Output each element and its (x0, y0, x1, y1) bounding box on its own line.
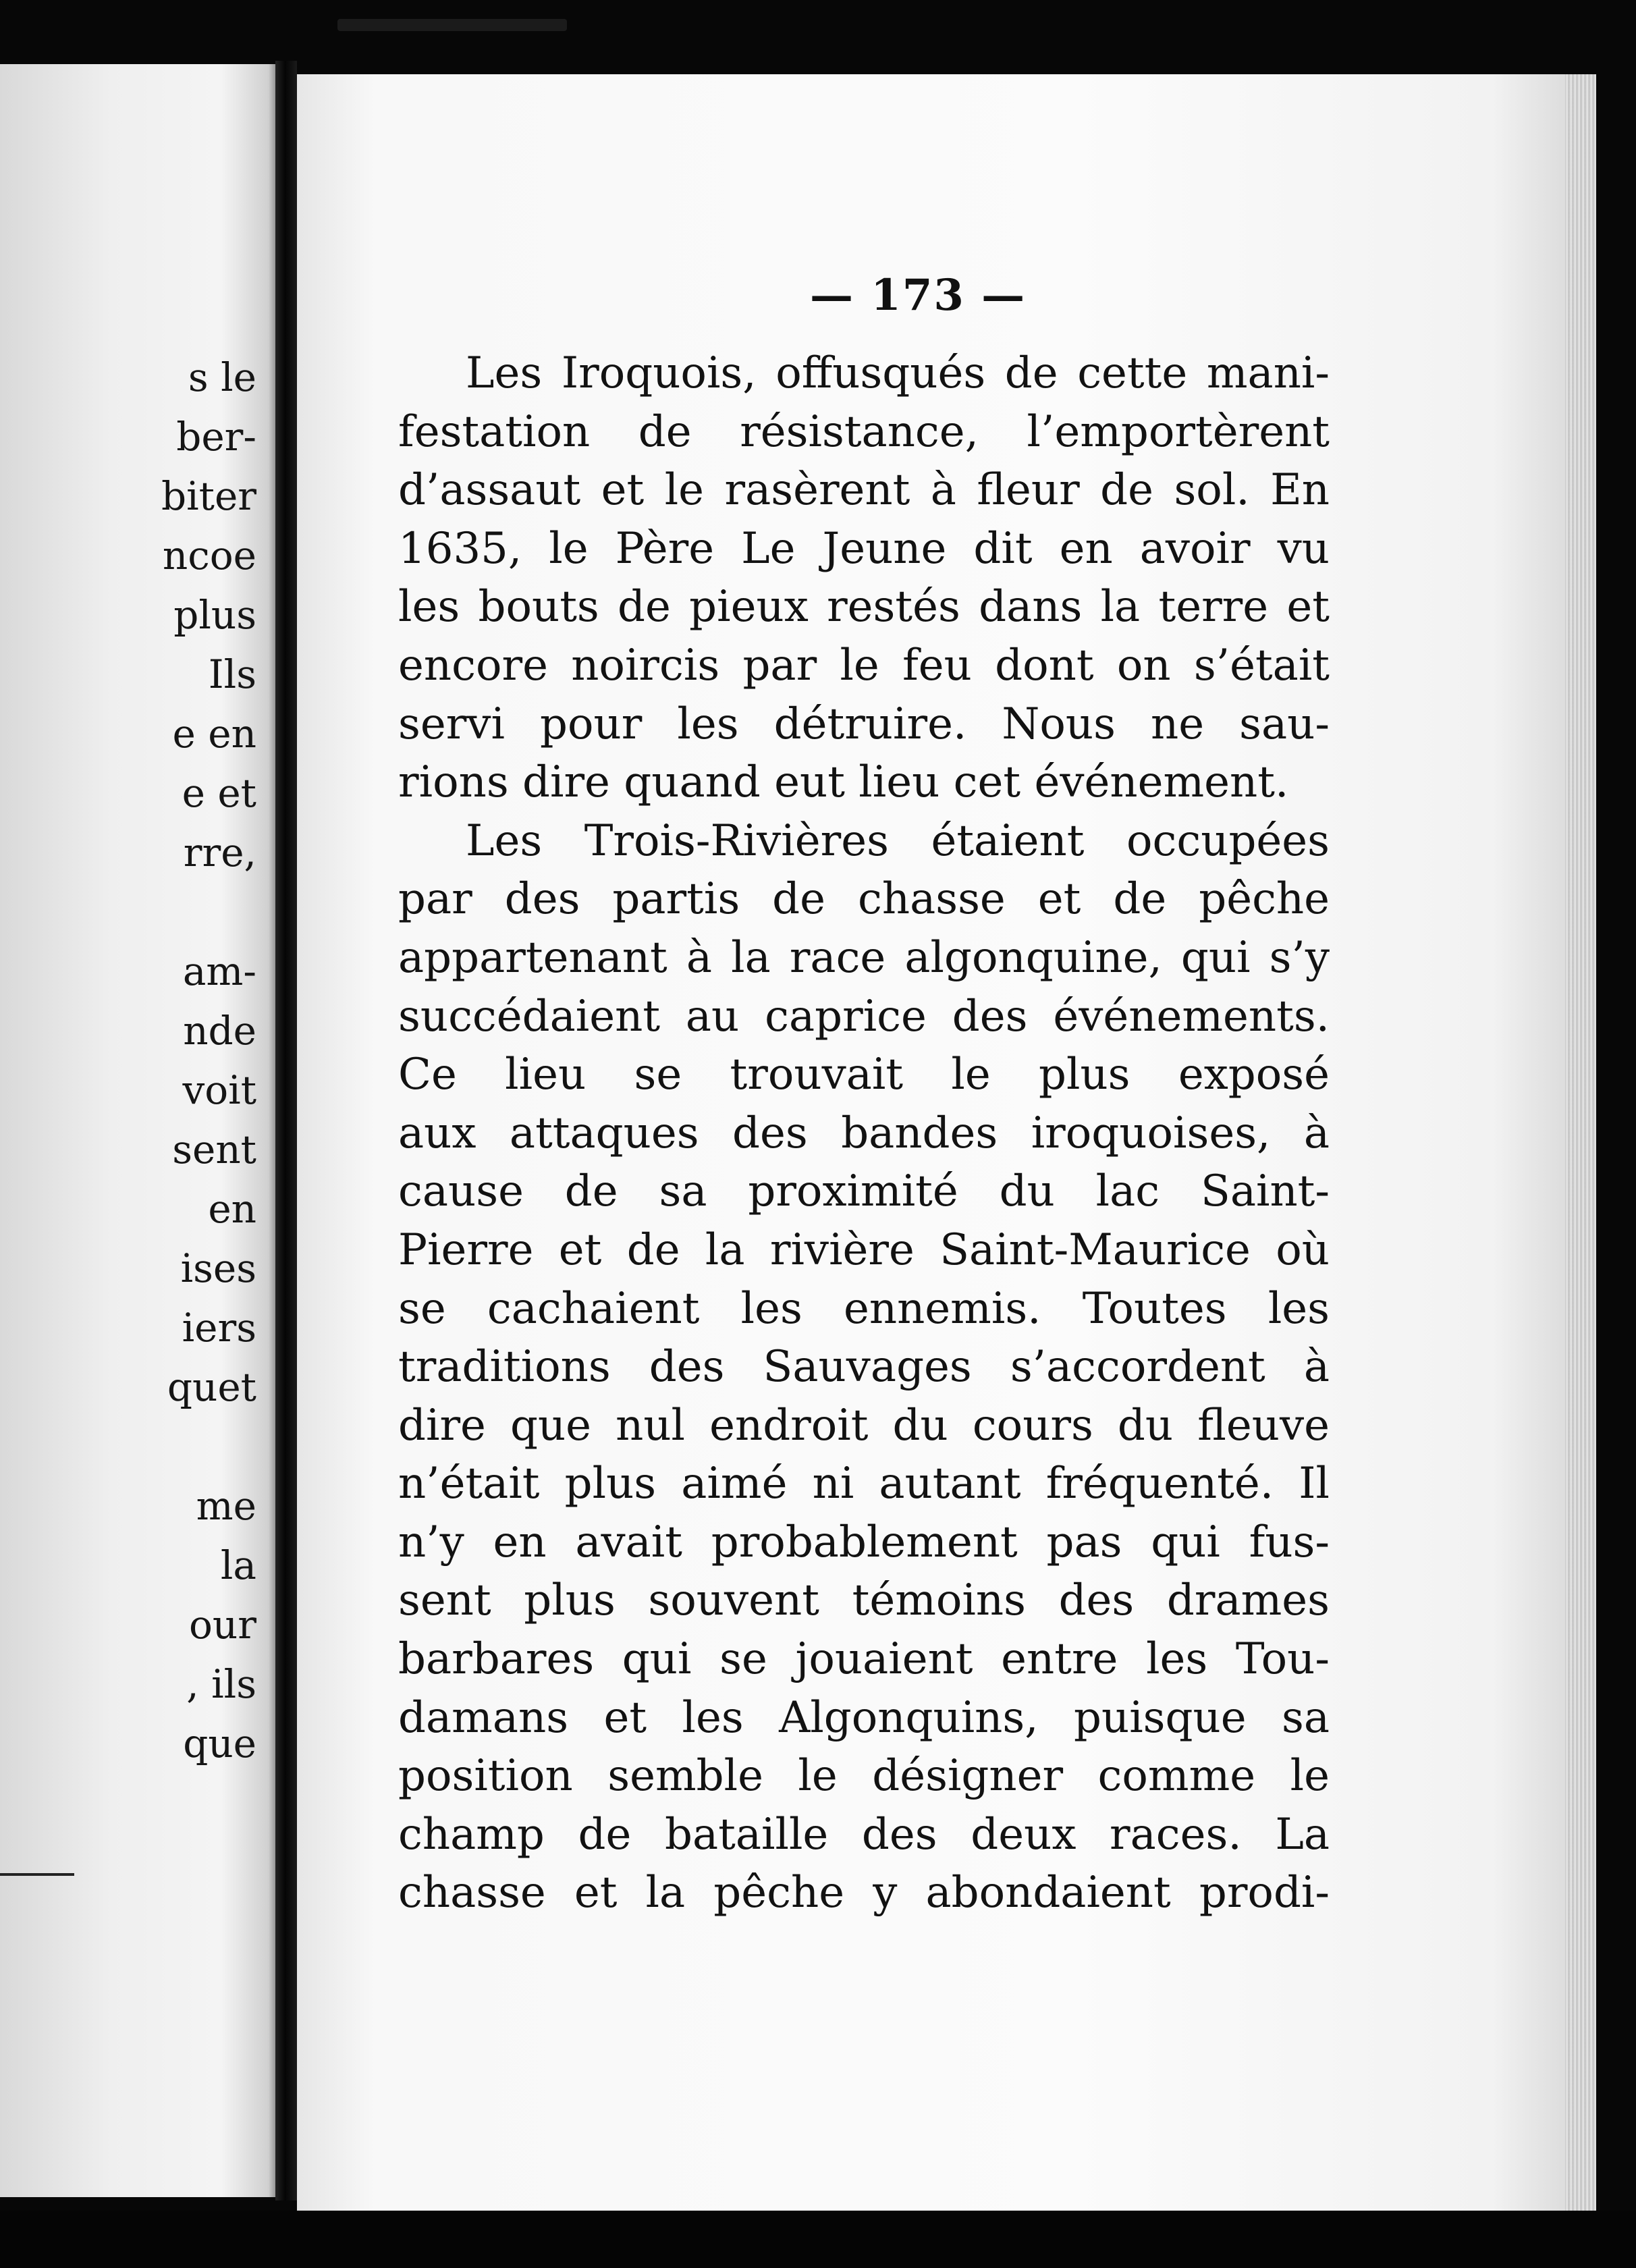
text-line: damans et les Algonquins, puisque sa (398, 1692, 1330, 1743)
text-line: chasse et la pêche y abondaient prodi- (398, 1868, 1330, 1918)
previous-page-line: iers (182, 1305, 256, 1351)
previous-page-line: ber- (176, 414, 256, 460)
book-gutter (275, 61, 297, 2200)
previous-page-line: quet (167, 1364, 256, 1410)
text-line: succédaient au caprice des événements. (398, 991, 1330, 1042)
previous-page-line: voit (182, 1067, 256, 1113)
previous-page-line: en (208, 1186, 256, 1232)
text-line: n’était plus aimé ni autant fréquenté. Il (398, 1459, 1330, 1509)
current-page (297, 74, 1596, 2214)
text-line: traditions des Sauvages s’accordent à (398, 1342, 1330, 1393)
text-line: position semble le désigner comme le (398, 1751, 1330, 1802)
text-line: se cachaient les ennemis. Toutes les (398, 1283, 1330, 1334)
scan-bottom-border (0, 2211, 1636, 2268)
previous-page-line: ises (180, 1245, 256, 1291)
previous-page-line: Ils (208, 651, 256, 697)
previous-page-line: rre, (183, 830, 256, 875)
previous-page-line: biter (161, 473, 256, 519)
previous-page-line: me (196, 1483, 256, 1529)
text-line: d’assaut et le rasèrent à fleur de sol. En (398, 465, 1330, 516)
text-line: par des partis de chasse et de pêche (398, 874, 1330, 925)
page-number: — 173 — (810, 270, 1027, 321)
text-line: les bouts de pieux restés dans la terre et (398, 582, 1330, 632)
footnote-rule (0, 1873, 74, 1876)
text-line: sent plus souvent témoins des drames (398, 1575, 1330, 1626)
previous-page-line (81, 1417, 256, 1476)
text-line: appartenant à la race algonquine, qui s’y (398, 932, 1330, 983)
previous-page-text (81, 348, 256, 1773)
text-line: rions dire quand eut lieu cet événement. (398, 757, 1289, 808)
previous-page-line: plus (173, 592, 256, 638)
text-line: n’y en avait probablement pas qui fus- (398, 1517, 1330, 1567)
text-line: encore noircis par le feu dont on s’était (398, 640, 1330, 691)
text-line: barbares qui se jouaient entre les Tou- (398, 1634, 1330, 1685)
text-line: Pierre et de la rivière Saint-Maurice où (398, 1224, 1330, 1275)
text-line: cause de sa proximité du lac Saint- (398, 1166, 1330, 1217)
previous-page-line: que (183, 1721, 256, 1766)
page-body-text (398, 344, 1330, 1922)
previous-page-line: sent (172, 1127, 256, 1172)
text-line: servi pour les détruire. Nous ne sau- (398, 699, 1330, 749)
previous-page-line: am- (182, 948, 256, 994)
previous-page-line: e et (182, 770, 256, 816)
previous-page (0, 64, 277, 2197)
text-line: Les Iroquois, offusqués de cette mani- (466, 348, 1330, 398)
text-line: dire que nul endroit du cours du fleuve (398, 1400, 1330, 1451)
previous-page-line: ncoe (162, 533, 256, 578)
previous-page-line: our (189, 1602, 256, 1648)
previous-page-line: , ils (186, 1661, 256, 1707)
text-line: Les Trois-Rivières étaient occupées (466, 815, 1330, 866)
previous-page-line: la (220, 1542, 256, 1588)
text-line: 1635, le Père Le Jeune dit en avoir vu (398, 523, 1330, 574)
text-line: festation de résistance, l’emportèrent (398, 406, 1330, 457)
previous-page-line: s le (188, 354, 256, 400)
text-line: aux attaques des bandes iroquoises, à (398, 1108, 1330, 1158)
previous-page-line (81, 882, 256, 942)
page-block-edge (1565, 74, 1596, 2214)
previous-page-line: nde (183, 1008, 256, 1054)
text-line: Ce lieu se trouvait le plus exposé (398, 1050, 1330, 1100)
previous-page-line: e en (172, 711, 256, 757)
library-stamp-smudge (337, 19, 567, 31)
text-line: champ de bataille des deux races. La (398, 1809, 1330, 1860)
